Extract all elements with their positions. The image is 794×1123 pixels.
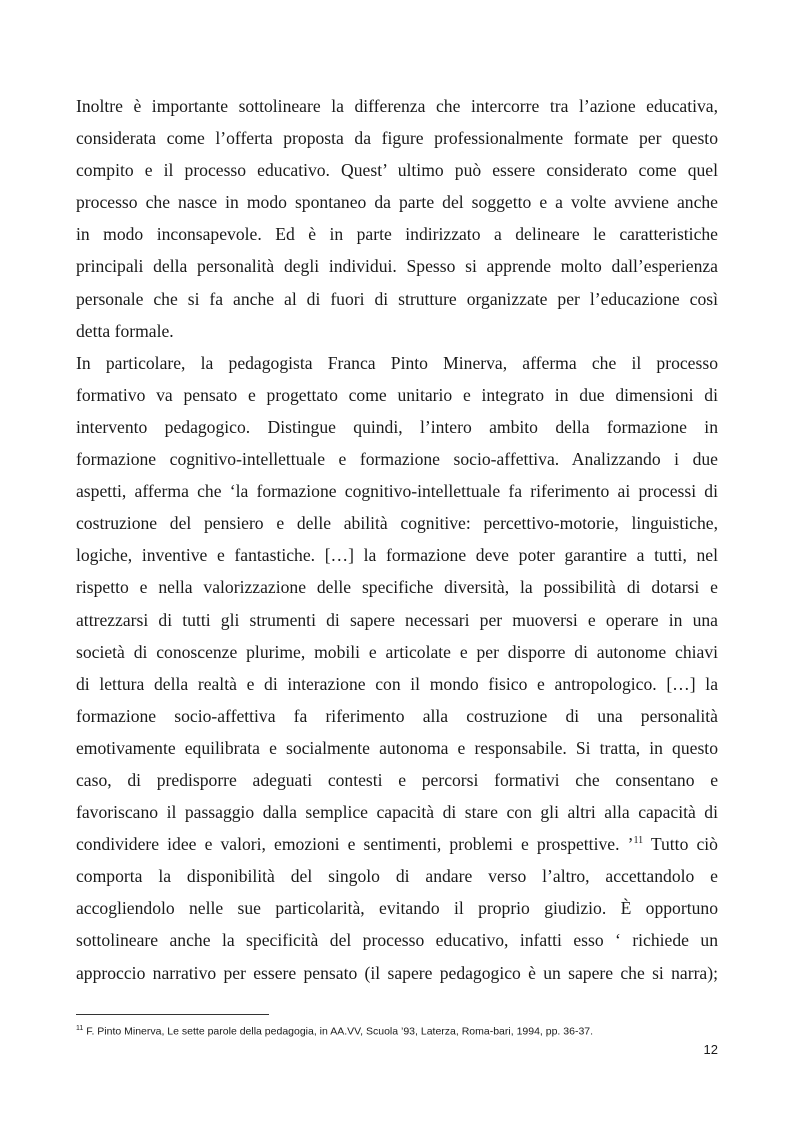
text-line-with-footnote [76,828,718,860]
text-line: principali della personalità degli individui. Spesso si apprende molto dall’esperienza [76,256,718,277]
text-line: approccio narrativo per essere pensato (il sapere pedagogico è un sapere che si narra); [76,962,718,983]
text-line: di lettura della realtà e di interazione con il mondo fisico e antropologico. […] la [76,673,718,694]
text-line: comporta la disponibilità del singolo di andare verso l’altro, accettandolo e [76,866,718,887]
text-line: formazione cognitivo-intellettuale e formazione socio-affettiva. Analizzando i due [76,449,718,470]
text-line: formativo va pensato e progettato come unitario e integrato in due dimensioni di [76,384,718,405]
text-line: intervento pedagogico. Distingue quindi, l’intero ambito della formazione in [76,416,718,437]
text-line: favoriscano il passaggio dalla semplice capacità di stare con gli altri alla capacità di [76,802,718,823]
text-line-tail: Tutto ciò [643,834,718,855]
text-line: detta formale. [76,320,174,341]
text-line: attrezzarsi di tutti gli strumenti di sapere necessari per muoversi e operare in una [76,609,718,630]
page-number: 12 [703,1042,718,1057]
text-line: logiche, inventive e fantastiche. […] la formazione deve poter garantire a tutti, nel [76,545,718,566]
text-line: In particolare, la pedagogista Franca Pinto Minerva, afferma che il processo [76,352,718,373]
footnote [76,1025,718,1038]
text-line: formazione socio-affettiva fa riferimento alla costruzione di una personalità [76,705,718,726]
text-line: caso, di predisporre adeguati contesti e percorsi formativi che consentano e [76,769,718,790]
text-line: aspetti, afferma che ‘la formazione cognitivo-intellettuale fa riferimento ai processi di [76,481,718,502]
text-line: in modo inconsapevole. Ed è in parte indirizzato a delineare le caratteristiche [76,224,718,245]
text-line-segment: condividere idee e valori, emozioni e sentimenti, problemi e prospettive. ’ [76,834,634,855]
text-line: processo che nasce in modo spontaneo da parte del soggetto e a volte avviene anche [76,192,718,213]
footnote-reference[interactable]: 11 [633,835,644,847]
footnote-marker: 11 [76,1025,84,1032]
text-line: rispetto e nella valorizzazione delle specifiche diversità, la possibilità di dotarsi e [76,577,718,598]
text-line: considerata come l’offerta proposta da figure professionalmente formate per questo [76,128,718,149]
footnote-separator [76,1014,269,1015]
text-line: società di conoscenze plurime, mobili e articolate e per disporre di autonome chiavi [76,641,718,662]
text-line: accogliendolo nelle sue particolarità, evitando il proprio giudizio. È opportuno [76,898,718,919]
text-line: emotivamente equilibrata e socialmente autonoma e responsabile. Si tratta, in questo [76,737,718,758]
text-line: compito e il processo educativo. Quest’ ultimo può essere considerato come quel [76,160,718,181]
text-line: sottolineare anche la specificità del processo educativo, infatti esso ‘ richiede un [76,930,718,951]
body-text [76,90,718,989]
text-line: personale che si fa anche al di fuori di strutture organizzate per l’educazione così [76,288,718,309]
text-line: costruzione del pensiero e delle abilità cognitive: percettivo-motorie, linguistiche, [76,513,718,534]
footnote-text: F. Pinto Minerva, Le sette parole della pedagogia, in AA.VV, Scuola ’93, Laterza, Roma-bari, 1994, pp. 36-37. [83,1025,594,1038]
text-line: Inoltre è importante sottolineare la differenza che intercorre tra l’azione educativa, [76,96,718,116]
